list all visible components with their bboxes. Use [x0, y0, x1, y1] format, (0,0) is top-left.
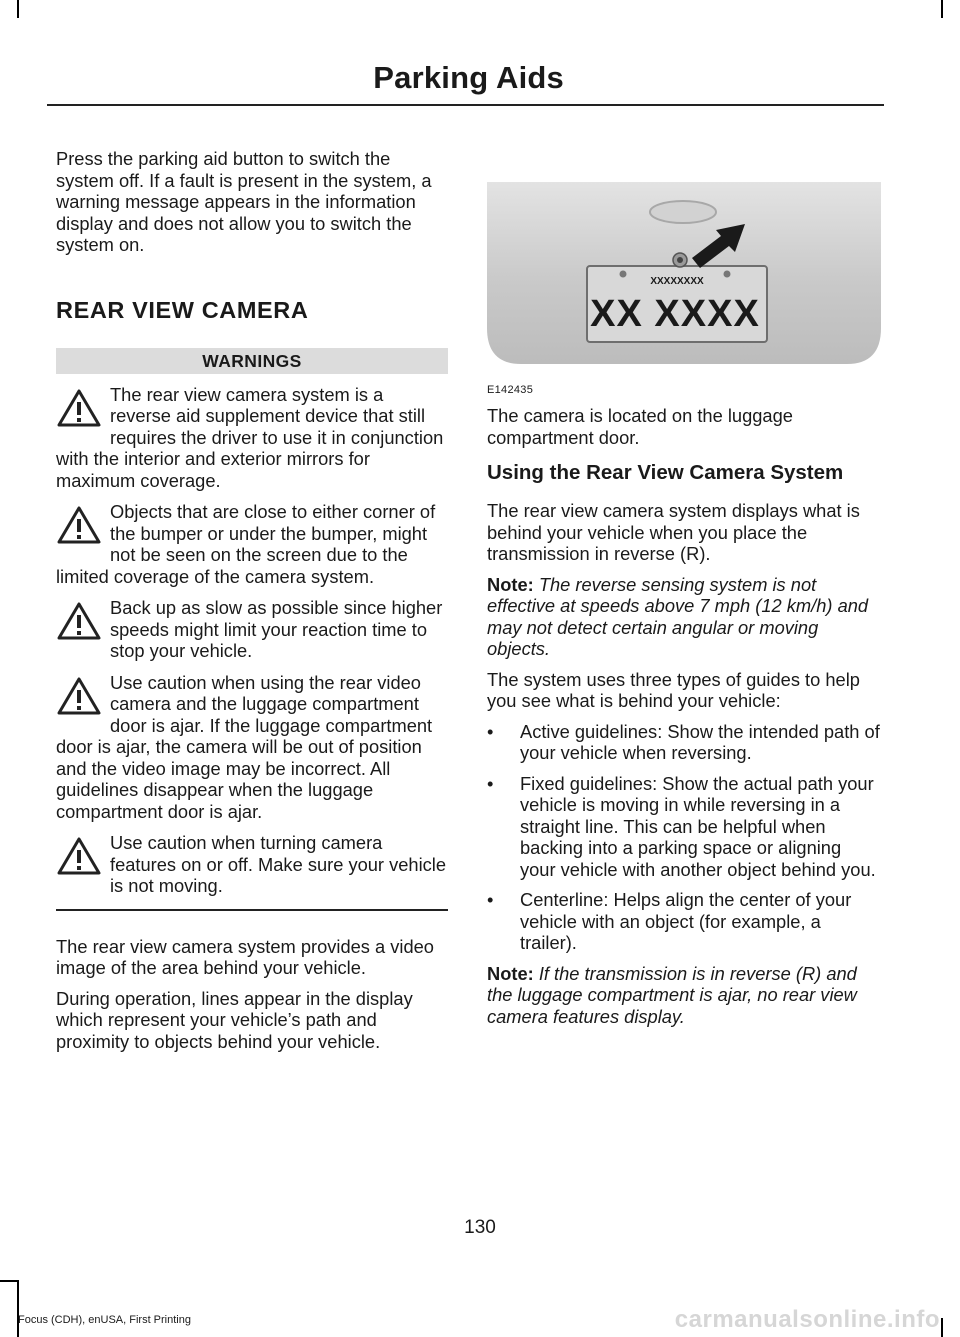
crop-mark-top-left-v [17, 0, 19, 18]
bullet-icon: • [487, 772, 494, 794]
right-column [487, 178, 881, 1027]
list-item-text: Centerline: Helps align the center of your vehicle with an object (for example, a trailer). [520, 889, 852, 953]
body-paragraph: The rear view camera system displays what is behind your vehicle when you place the transmission in reverse (R). [487, 500, 860, 564]
page-number: 130 [464, 1217, 496, 1238]
warning-item [56, 832, 448, 897]
warning-text: Use caution when using the rear video camera and the luggage compartment door is ajar. If the luggage compartment door is ajar, the camera will be out of position and the video image may be incorrect. All guidelines disappear when the luggage compartment door is ajar. [56, 671, 433, 822]
warning-item [56, 672, 448, 823]
warning-triangle-icon [56, 601, 102, 641]
header-rule [47, 104, 884, 106]
warning-text: Back up as slow as possible since higher speeds might limit your reaction time to stop your vehicle. [110, 597, 443, 661]
warning-item [56, 384, 448, 492]
figure-code: E142435 [487, 384, 534, 396]
note-text: The reverse sensing system is not effective at speeds above 7 mph (12 km/h) and may not detect certain angular or moving objects. [487, 573, 869, 659]
warnings-header: WARNINGS [56, 348, 448, 374]
list-item-text: Fixed guidelines: Show the actual path your vehicle is moving in while reversing in a straight line. This can be helpful when backing into a parking space or aligning your vehicle with another object behind you. [520, 772, 876, 880]
figure-caption: The camera is located on the luggage compartment door. [487, 405, 793, 448]
list-item [487, 773, 881, 881]
luggage-door-illustration [487, 178, 881, 368]
note-paragraph [487, 574, 881, 660]
note-paragraph [487, 963, 881, 1028]
subheading: Using the Rear View Camera System [487, 461, 844, 484]
watermark: carmanualsonline.info [674, 1306, 940, 1333]
warning-text: Objects that are close to either corner of the bumper or under the bumper, might not be seen on the screen due to the limited coverage of the camera system. [56, 501, 436, 587]
crop-mark-bottom-left-v [17, 1280, 19, 1337]
rear-camera-figure [487, 178, 881, 396]
crop-mark-bottom-left-h [0, 1280, 18, 1282]
warning-text: Use caution when turning camera features on or off. Make sure your vehicle is not moving. [110, 832, 447, 896]
left-column [56, 148, 448, 1052]
guides-list [487, 721, 881, 954]
warnings-bottom-rule [56, 909, 448, 911]
intro-paragraph: Press the parking aid button to switch the system off. If a fault is present in the system, a warning message appears in the information display and does not allow you to switch the system on. [56, 148, 432, 255]
plate-small-text: XXXXXXXX [650, 276, 704, 287]
body-paragraph: The rear view camera system provides a video image of the area behind your vehicle. [56, 935, 434, 978]
warning-triangle-icon [56, 505, 102, 545]
list-item-text: Active guidelines: Show the intended path of your vehicle when reversing. [520, 720, 880, 763]
plate-large-text: XX XXXX [590, 293, 760, 335]
note-label: Note: [487, 573, 534, 595]
warning-triangle-icon [56, 836, 102, 876]
bullet-icon: • [487, 889, 494, 910]
warning-triangle-icon [56, 676, 102, 716]
bullet-icon: • [487, 720, 494, 742]
warning-item [56, 501, 448, 587]
list-item [487, 721, 881, 764]
page-title: Parking Aids [373, 60, 564, 95]
note-label: Note: [487, 962, 534, 984]
edition-footer: Focus (CDH), enUSA, First Printing [18, 1314, 191, 1326]
warning-triangle-icon [56, 388, 102, 428]
warning-item [56, 597, 448, 662]
body-paragraph: The system uses three types of guides to help you see what is behind your vehicle: [487, 668, 860, 711]
list-item [487, 889, 881, 954]
crop-mark-bottom-right-v [941, 1318, 943, 1337]
note-text: If the transmission is in reverse (R) and the luggage compartment is ajar, no rear view camera features display. [487, 962, 857, 1027]
section-title: REAR VIEW CAMERA [56, 296, 309, 323]
body-paragraph: During operation, lines appear in the display which represent your vehicle’s path and proximity to objects behind your vehicle. [56, 987, 413, 1052]
crop-mark-top-right-v [941, 0, 943, 18]
warning-text: The rear view camera system is a reverse aid supplement device that still requires the driver to use it in conjunction with the interior and exterior mirrors for maximum coverage. [56, 383, 444, 491]
